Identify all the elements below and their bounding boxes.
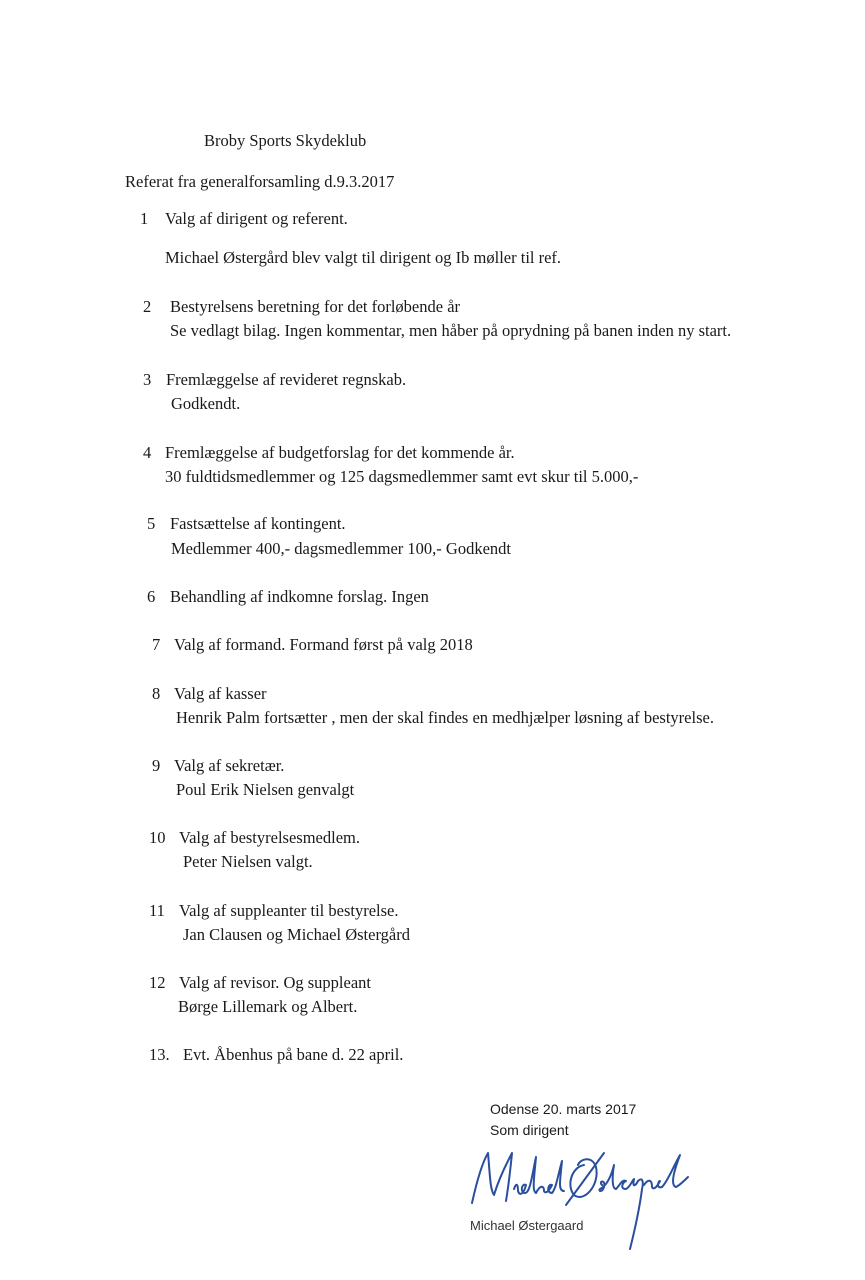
item-title: Behandling af indkomne forslag. Ingen — [170, 587, 429, 606]
item-number: 3 — [143, 370, 152, 389]
item-note: 30 fuldtidsmedlemmer og 125 dagsmedlemmer samt evt skur til 5.000,- — [165, 467, 639, 486]
item-number: 2 — [143, 297, 152, 316]
item-number: 9 — [152, 756, 161, 775]
item-number: 8 — [152, 684, 161, 703]
item-note: Medlemmer 400,- dagsmedlemmer 100,- Godkendt — [171, 539, 511, 558]
item-title: Bestyrelsens beretning for det forløbende år — [170, 297, 461, 316]
item-title: Valg af revisor. Og suppleant — [179, 973, 371, 992]
item-title: Valg af formand. Formand først på valg 2018 — [174, 635, 473, 654]
item-title: Valg af bestyrelsesmedlem. — [179, 828, 360, 847]
place-date: Odense 20. marts 2017 — [490, 1101, 637, 1117]
item-title: Fremlæggelse af budgetforslag for det kommende år. — [165, 443, 515, 462]
item-title: Valg af suppleanter til bestyrelse. — [179, 901, 399, 920]
item-title: Evt. Åbenhus på bane d. 22 april. — [183, 1045, 404, 1064]
item-number: 1 — [140, 209, 149, 228]
item-title: Fastsættelse af kontingent. — [170, 514, 346, 533]
signer-name: Michael Østergaard — [470, 1218, 584, 1233]
item-note: Poul Erik Nielsen genvalgt — [176, 780, 355, 799]
item-number: 10 — [149, 828, 166, 847]
item-title: Fremlæggelse af revideret regnskab. — [166, 370, 407, 389]
item-number: 7 — [152, 635, 161, 654]
item-number: 6 — [147, 587, 156, 606]
signer-role: Som dirigent — [490, 1122, 569, 1138]
item-note: Michael Østergård blev valgt til dirigent og Ib møller til ref. — [165, 248, 562, 267]
item-title: Valg af dirigent og referent. — [165, 209, 348, 228]
item-number: 5 — [147, 514, 156, 533]
item-title: Valg af kasser — [174, 684, 267, 703]
item-note: Se vedlagt bilag. Ingen kommentar, men håber på oprydning på banen inden ny start. — [170, 321, 732, 340]
item-note: Godkendt. — [171, 394, 241, 413]
item-note: Henrik Palm fortsætter , men der skal findes en medhjælper løsning af bestyrelse. — [176, 708, 714, 727]
item-number: 11 — [149, 901, 165, 920]
item-note: Jan Clausen og Michael Østergård — [183, 925, 410, 944]
item-number: 12 — [149, 973, 166, 992]
item-number: 13. — [149, 1045, 170, 1064]
item-title: Valg af sekretær. — [174, 756, 285, 775]
minutes-title: Referat fra generalforsamling d.9.3.2017 — [125, 172, 395, 191]
item-note: Peter Nielsen valgt. — [183, 852, 313, 871]
club-name: Broby Sports Skydeklub — [204, 131, 367, 150]
item-note: Børge Lillemark og Albert. — [178, 997, 358, 1016]
item-number: 4 — [143, 443, 152, 462]
